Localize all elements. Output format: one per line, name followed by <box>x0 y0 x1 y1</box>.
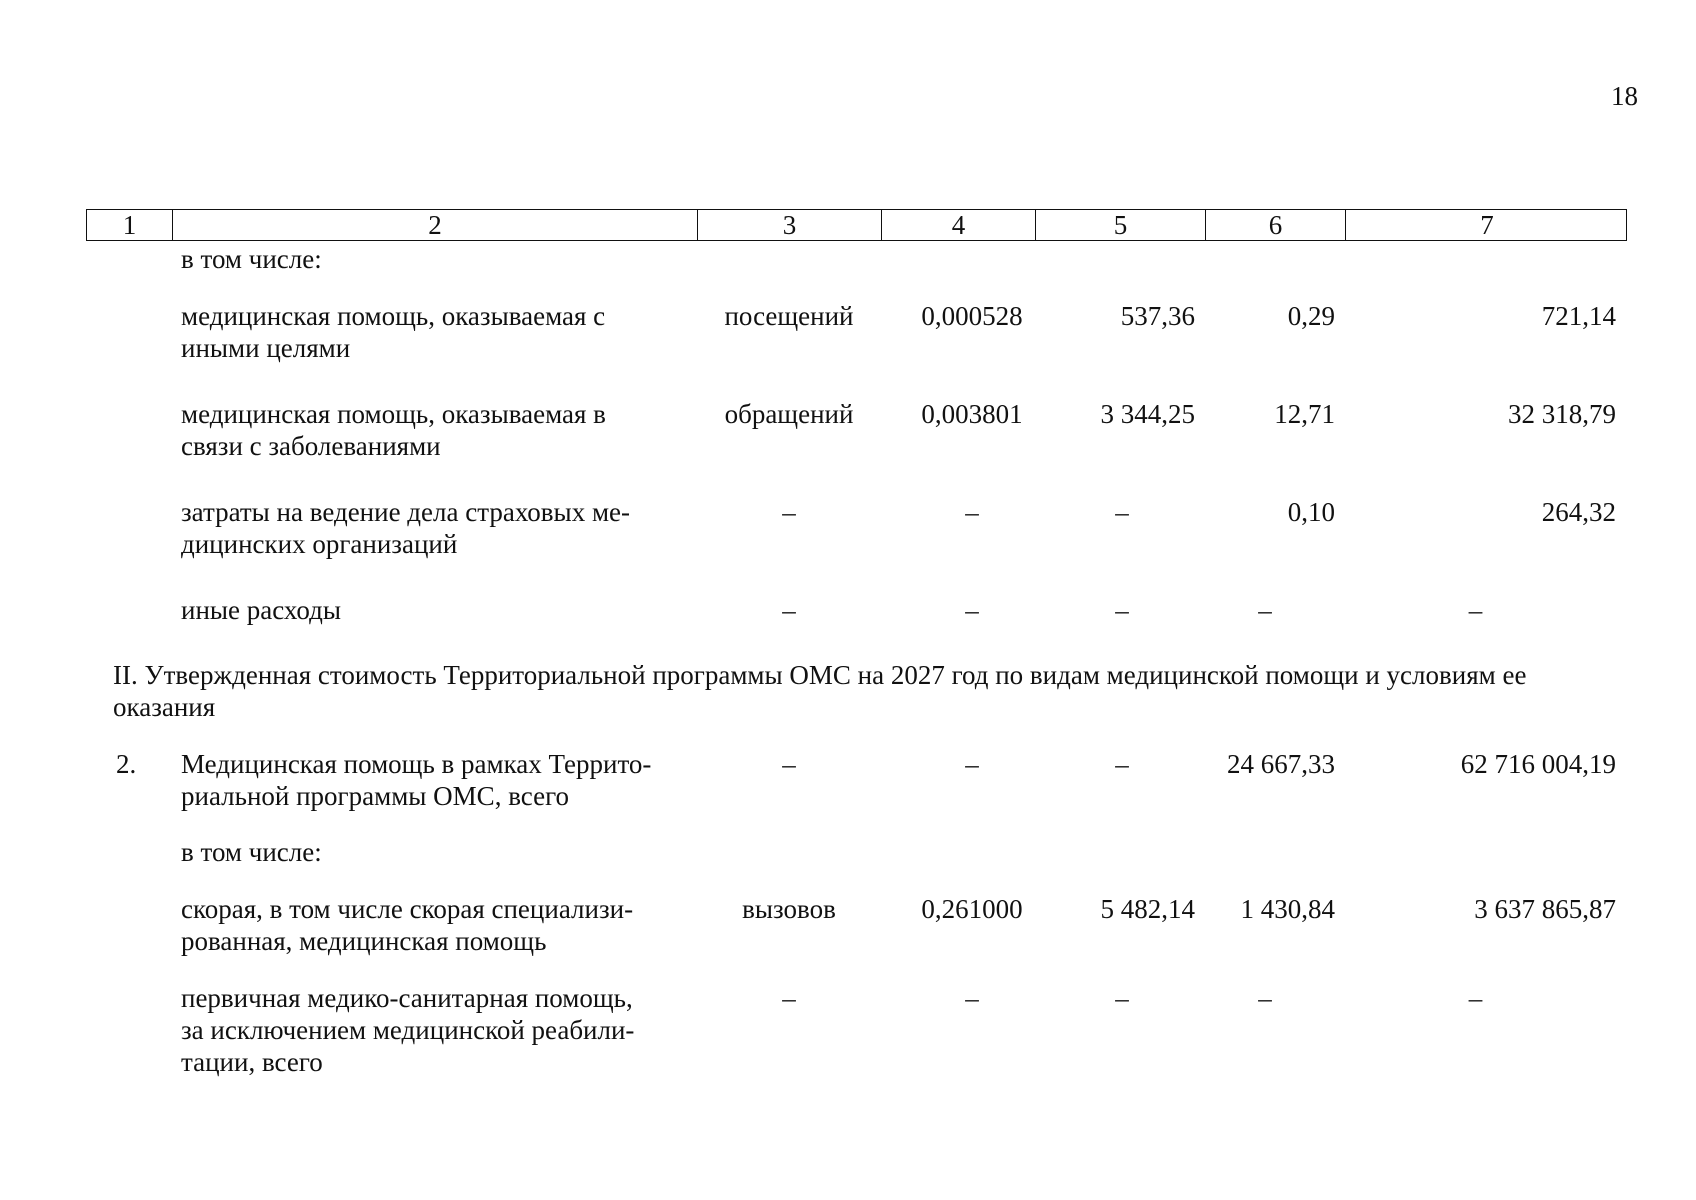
row-label-line: Медицинская помощь в рамках Террито- <box>181 749 652 779</box>
value-cell: 537,36 <box>1120 301 1195 331</box>
unit-cell: обращений <box>724 399 854 429</box>
value-cell: – <box>965 497 979 527</box>
value-cell: – <box>1115 983 1129 1013</box>
value-cell: 0,29 <box>1287 301 1335 331</box>
value-cell: 3 344,25 <box>1100 399 1195 429</box>
value-cell: 1 430,84 <box>1240 894 1335 924</box>
row-label-line: связи с заболеваниями <box>181 431 441 461</box>
row-label-line: за исключением медицинской реабили- <box>181 1015 635 1045</box>
value-cell: 0,10 <box>1287 497 1335 527</box>
value-cell: 721,14 <box>1541 301 1616 331</box>
value-cell: – <box>1115 749 1129 779</box>
unit-cell: посещений <box>724 301 854 331</box>
including-label: в том числе: <box>181 244 322 274</box>
value-cell: 0,000528 <box>921 301 1023 331</box>
unit-cell: – <box>782 595 796 625</box>
row-number: 2. <box>116 749 137 779</box>
value-cell: 0,003801 <box>921 399 1023 429</box>
value-cell: – <box>1258 595 1272 625</box>
unit-cell: – <box>782 749 796 779</box>
row-label-line: иные расходы <box>181 595 341 625</box>
value-cell: 32 318,79 <box>1508 399 1616 429</box>
row-label-line: медицинская помощь, оказываемая с <box>181 301 606 331</box>
row-label-line: затраты на ведение дела страховых ме- <box>181 497 631 527</box>
value-cell: 24 667,33 <box>1227 749 1335 779</box>
value-cell: – <box>1115 497 1129 527</box>
value-cell: 0,261000 <box>921 894 1023 924</box>
value-cell: 12,71 <box>1274 399 1335 429</box>
unit-cell: – <box>782 983 796 1013</box>
page-number: 18 <box>1611 81 1638 111</box>
section-heading-line: оказания <box>113 692 216 722</box>
value-cell: – <box>1468 983 1483 1013</box>
row-label-line: рованная, медицинская помощь <box>181 926 547 956</box>
row-label-line: иными целями <box>181 333 351 363</box>
column-header-7: 7 <box>1480 210 1494 240</box>
column-header-1: 1 <box>87 210 173 240</box>
value-cell: – <box>965 749 979 779</box>
unit-cell: вызовов <box>742 894 836 924</box>
row-label-line: первичная медико-санитарная помощь, <box>181 983 633 1013</box>
column-header-2: 2 <box>173 210 698 240</box>
value-cell: – <box>965 595 979 625</box>
value-cell: 62 716 004,19 <box>1460 749 1616 779</box>
row-label-line: медицинская помощь, оказываемая в <box>181 399 606 429</box>
value-cell: – <box>1115 595 1129 625</box>
unit-cell: – <box>782 497 796 527</box>
value-cell: 5 482,14 <box>1100 894 1195 924</box>
section-heading-line: II. Утвержденная стоимость Территориальной программы ОМС на 2027 год по видам медицинской помощи и условиям ее <box>113 660 1527 690</box>
value-cell: – <box>1468 595 1483 625</box>
column-header-5: 5 <box>1036 210 1206 240</box>
value-cell: 3 637 865,87 <box>1474 894 1616 924</box>
column-number-header <box>86 209 1627 241</box>
value-cell: – <box>965 983 979 1013</box>
column-header-6: 6 <box>1206 210 1346 240</box>
row-label-line: скорая, в том числе скорая специализи- <box>181 894 634 924</box>
column-header-3: 3 <box>698 210 882 240</box>
value-cell: – <box>1258 983 1272 1013</box>
row-label-line: риальной программы ОМС, всего <box>181 781 569 811</box>
including-label: в том числе: <box>181 837 322 867</box>
value-cell: 264,32 <box>1541 497 1616 527</box>
row-label-line: дицинских организаций <box>181 529 458 559</box>
row-label-line: тации, всего <box>181 1047 323 1077</box>
column-header-4: 4 <box>882 210 1036 240</box>
